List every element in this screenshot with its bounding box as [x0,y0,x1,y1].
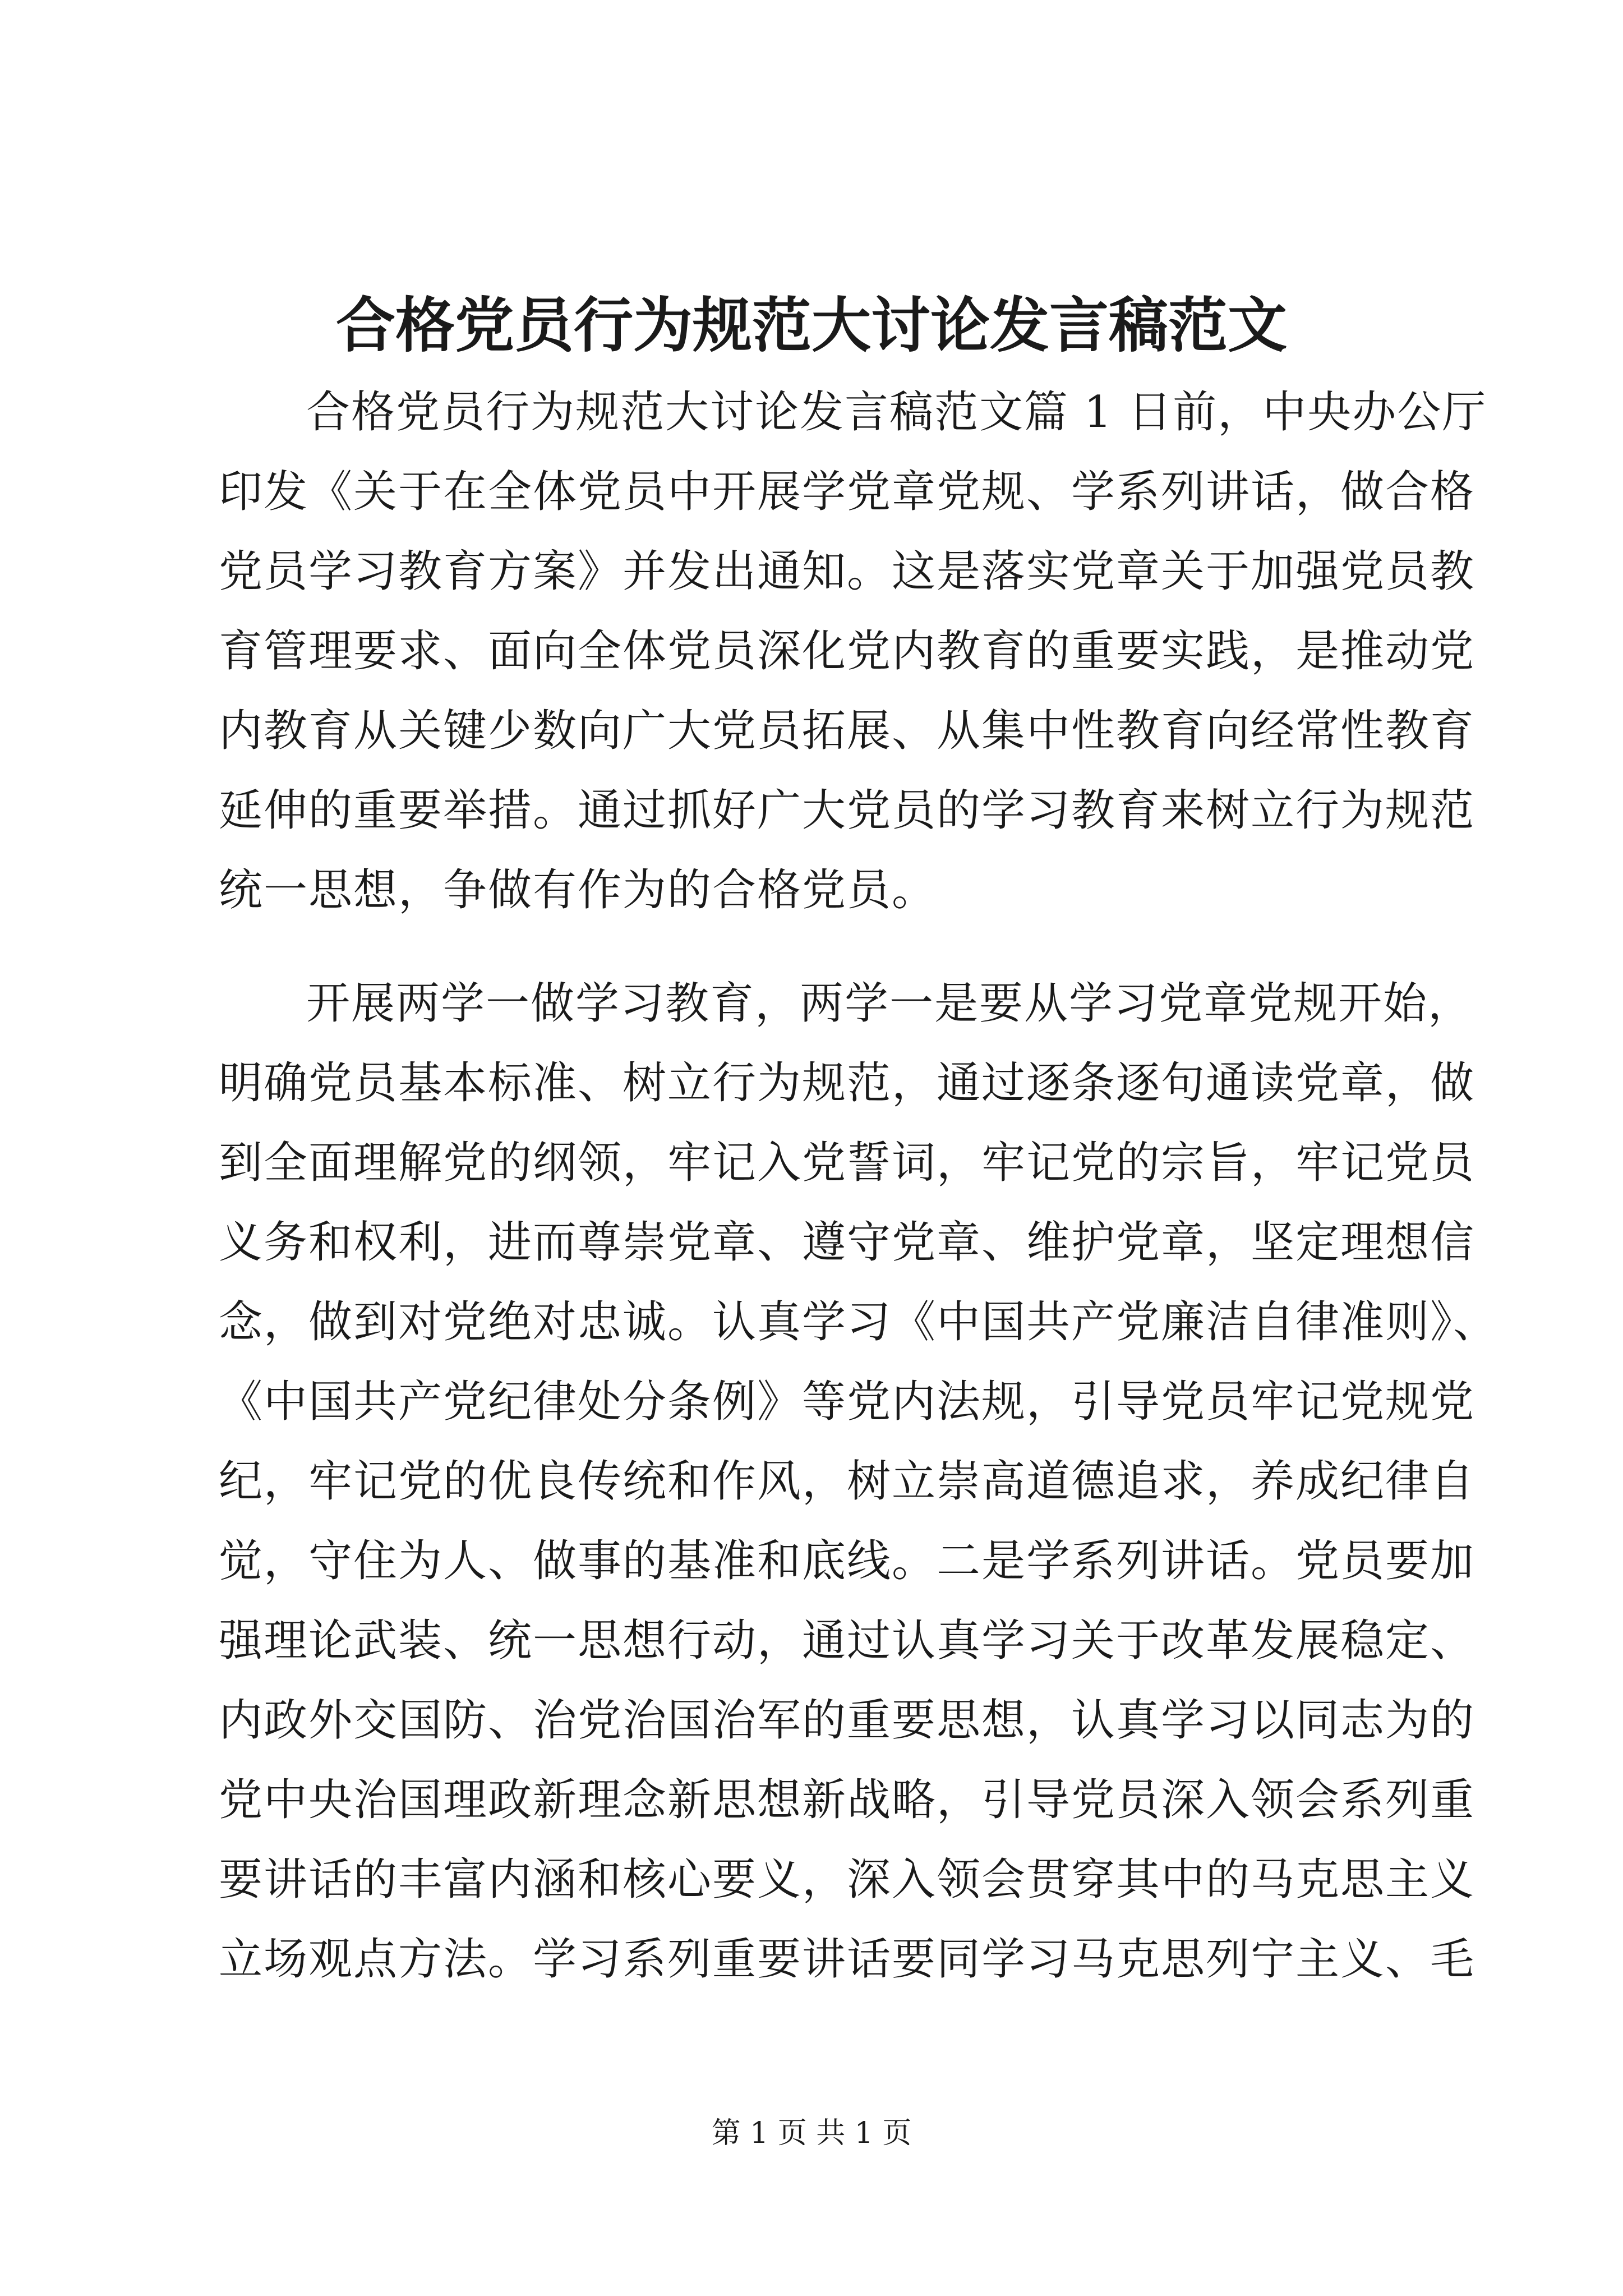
text-line: 开展两学一做学习教育，两学一是要从学习党章党规开始， [306,978,1473,1029]
paragraph-gap [219,930,1419,964]
text-line: 内教育从关键少数向广大党员拓展、从集中性教育向经常性教育 [219,706,1476,756]
text-line: 强理论武装、统一思想行动，通过认真学习关于改革发展稳定、 [219,1616,1476,1666]
text-line: 统一思想，争做有作为的合格党员。 [219,865,937,915]
paragraph-2 [219,964,1498,1999]
text-line: 念，做到对党绝对忠诚。认真学习《中国共产党廉洁自律准则》、 [219,1297,1498,1347]
paragraph-1 [219,372,1487,930]
text-line: 合格党员行为规范大讨论发言稿范文篇 1 日前，中央办公厅 [306,387,1487,438]
text-line: 《中国共产党纪律处分条例》等党内法规，引导党员牢记党规党 [219,1377,1476,1427]
document-title: 合格党员行为规范大讨论发言稿范文 [336,290,1287,360]
page-footer: 第 1 页 共 1 页 [711,2116,912,2150]
text-line: 党中央治国理政新理念新思想新战略，引导党员深入领会系列重 [219,1775,1476,1825]
text-line: 要讲话的丰富内涵和核心要义，深入领会贯穿其中的马克思主义 [219,1855,1476,1905]
text-line: 党员学习教育方案》并发出通知。这是落实党章关于加强党员教 [219,546,1476,597]
text-line: 明确党员基本标准、树立行为规范，通过逐条逐句通读党章，做 [219,1058,1476,1108]
text-line: 纪，牢记党的优良传统和作风，树立崇高道德追求，养成纪律自 [219,1456,1476,1507]
text-line: 到全面理解党的纲领，牢记入党誓词，牢记党的宗旨，牢记党员 [219,1138,1476,1188]
document-body [219,372,1498,1999]
text-line: 印发《关于在全体党员中开展学党章党规、学系列讲话，做合格 [219,467,1476,517]
text-line: 义务和权利，进而尊崇党章、遵守党章、维护党章，坚定理想信 [219,1217,1476,1268]
text-line: 延伸的重要举措。通过抓好广大党员的学习教育来树立行为规范 [219,785,1476,836]
text-line: 觉，守住为人、做事的基准和底线。二是学系列讲话。党员要加 [219,1536,1476,1586]
text-line: 内政外交国防、治党治国治军的重要思想，认真学习以同志为的 [219,1695,1476,1746]
text-line: 育管理要求、面向全体党员深化党内教育的重要实践，是推动党 [219,626,1476,677]
text-line: 立场观点方法。学习系列重要讲话要同学习马克思列宁主义、毛 [219,1934,1476,1985]
